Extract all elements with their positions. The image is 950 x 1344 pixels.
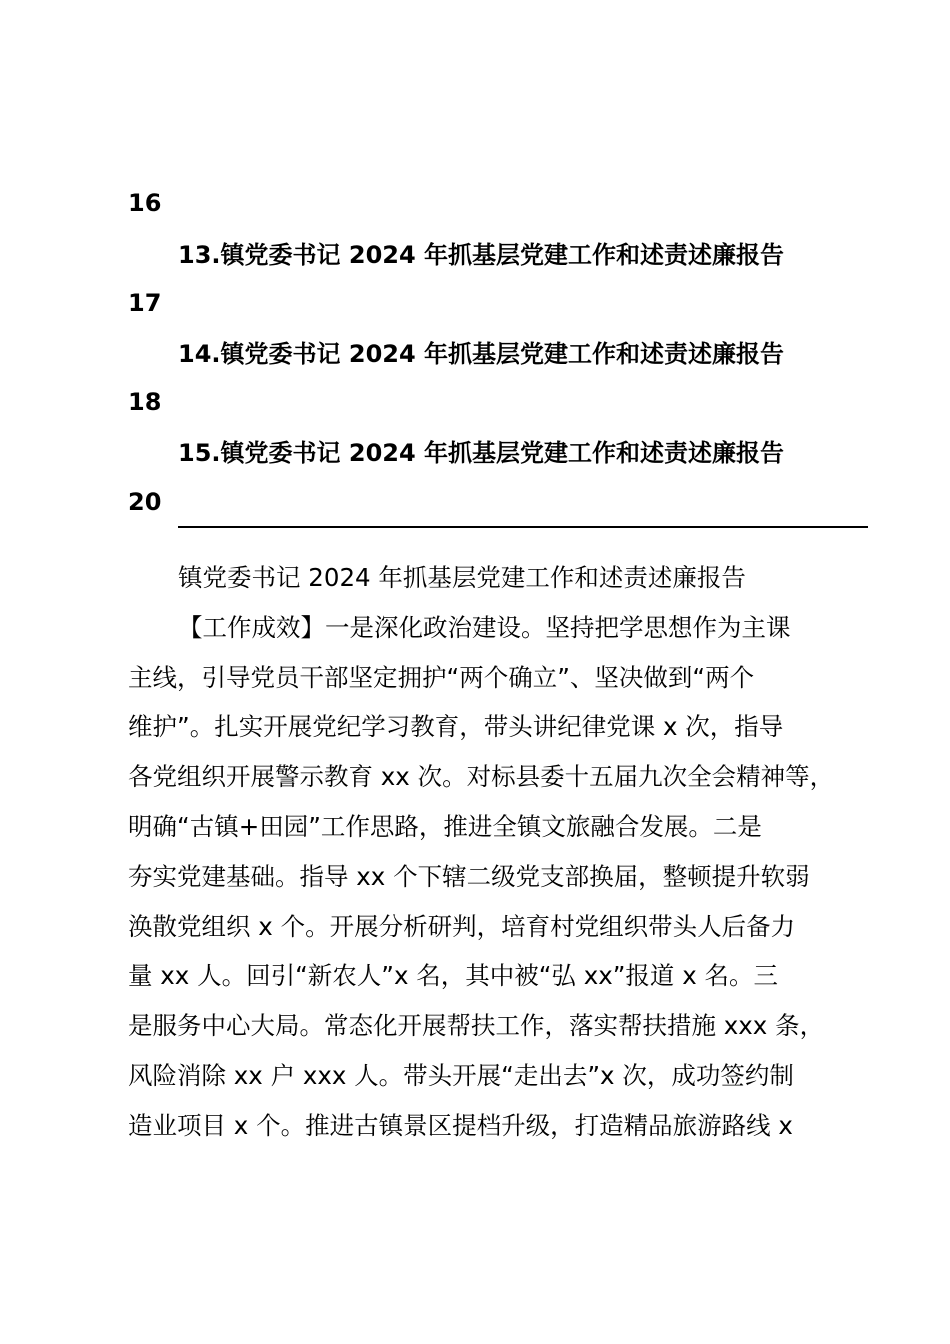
- toc-entry-title[interactable]: 15.镇党委书记 2024 年抓基层党建工作和述责述廉报告: [178, 439, 785, 467]
- toc-page-number: 16: [128, 189, 162, 217]
- document-body: [128, 553, 868, 1151]
- toc-page-number: 18: [128, 388, 162, 416]
- toc-page-number: 20: [128, 488, 162, 516]
- document-title: 镇党委书记 2024 年抓基层党建工作和述责述廉报告: [178, 563, 746, 592]
- paragraph-line: 各党组织开展警示教育 xx 次。对标县委十五届九次全会精神等，: [128, 762, 835, 792]
- toc-page-number: 17: [128, 289, 162, 317]
- section-divider: [178, 526, 868, 528]
- toc-entry-title[interactable]: 14.镇党委书记 2024 年抓基层党建工作和述责述廉报告: [178, 340, 785, 368]
- paragraph-line: 风险消除 xx 户 xxx 人。带头开展“走出去”x 次，成功签约制: [128, 1060, 794, 1090]
- paragraph-line: 主线，引导党员干部坚定拥护“两个确立”、坚决做到“两个: [128, 662, 755, 692]
- paragraph-line: 涣散党组织 x 个。开展分析研判，培育村党组织带头人后备力: [128, 911, 796, 941]
- paragraph-line: 【工作成效】一是深化政治建设。坚持把学思想作为主课: [178, 612, 791, 642]
- paragraph-line: 维护”。扎实开展党纪学习教育，带头讲纪律党课 x 次，指导: [128, 712, 784, 742]
- paragraph-line: 明确“古镇+田园”工作思路，推进全镇文旅融合发展。二是: [128, 811, 762, 841]
- paragraph-line: 量 xx 人。回引“新农人”x 名，其中被“弘 xx”报道 x 名。三: [128, 961, 778, 991]
- paragraph-line: 夯实党建基础。指导 xx 个下辖二级党支部换届，整顿提升软弱: [128, 861, 810, 891]
- paragraph-line: 造业项目 x 个。推进古镇景区提档升级，打造精品旅游路线 x: [128, 1110, 793, 1140]
- paragraph-line: 是服务中心大局。常态化开展帮扶工作，落实帮扶措施 xxx 条，: [128, 1011, 825, 1041]
- toc-entry-title[interactable]: 13.镇党委书记 2024 年抓基层党建工作和述责述廉报告: [178, 241, 785, 269]
